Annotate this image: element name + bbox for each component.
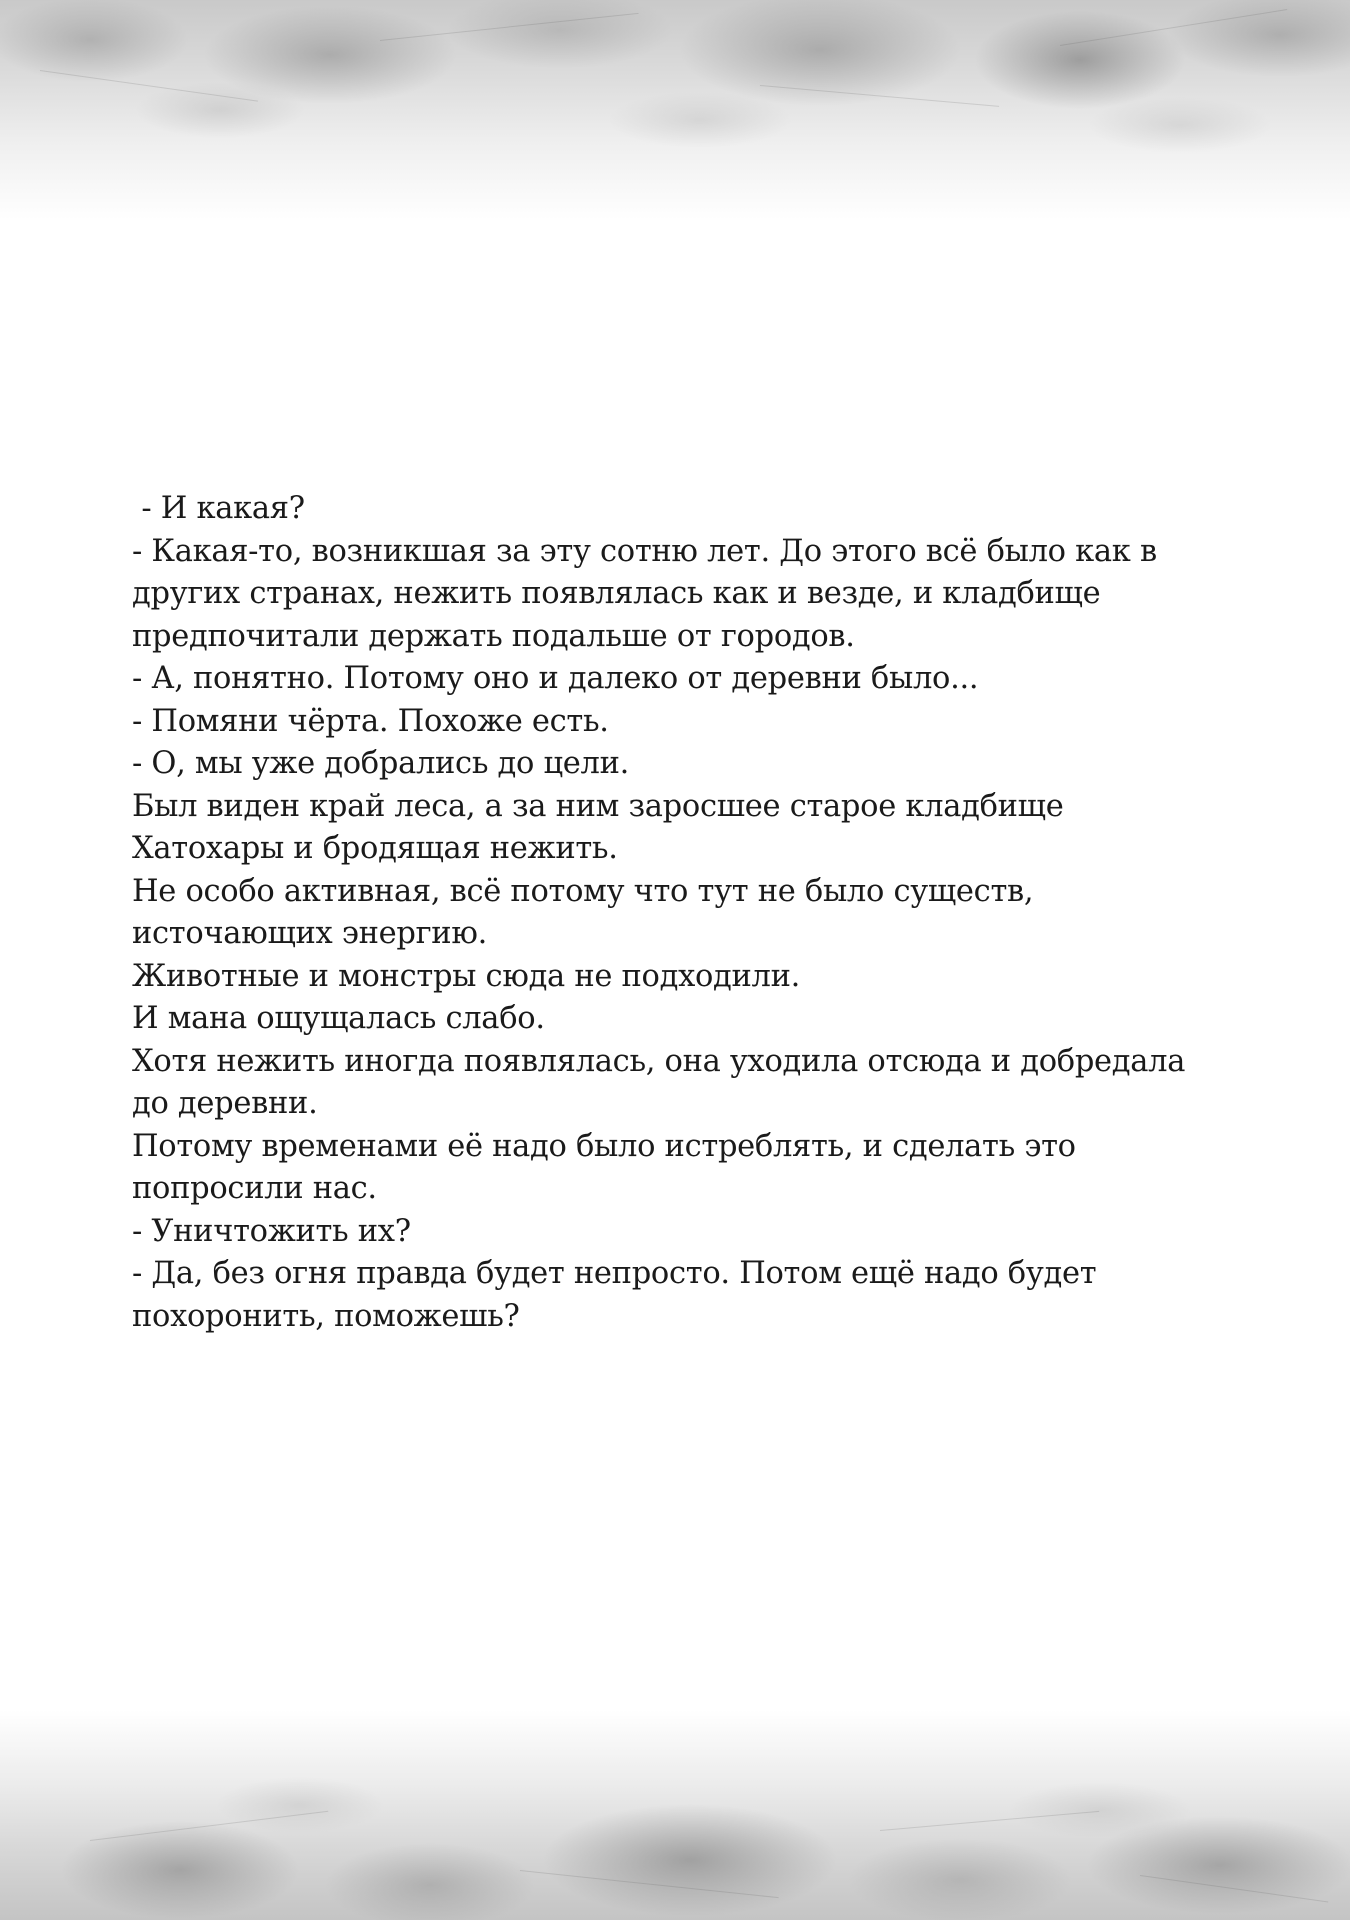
text-line: Не особо активная, всё потому что тут не было существ,: [132, 873, 1034, 909]
text-line: - Какая-то, возникшая за эту сотню лет. До этого всё было как в: [132, 533, 1157, 569]
text-line: Хотя нежить иногда появлялась, она уходила отсюда и добредала: [132, 1043, 1186, 1079]
text-line: - Помяни чёрта. Похоже есть.: [132, 703, 609, 739]
text-line: других странах, нежить появлялась как и везде, и кладбище: [132, 576, 1101, 611]
stone-texture-top: [0, 0, 1350, 220]
text-line: И мана ощущалась слабо.: [132, 1001, 545, 1036]
text-line: до деревни.: [132, 1086, 318, 1121]
text-line: - А, понятно. Потому оно и далеко от деревни было...: [132, 661, 979, 696]
text-line: Животные и монстры сюда не подходили.: [132, 958, 801, 994]
text-line: - О, мы уже добрались до цели.: [132, 746, 630, 781]
text-line: Был виден край леса, а за ним заросшее старое кладбище: [132, 788, 1064, 824]
text-line: Потому временами её надо было истреблять, и сделать это: [132, 1128, 1076, 1164]
text-line: похоронить, поможешь?: [132, 1298, 520, 1334]
stone-texture-bottom: [0, 1710, 1350, 1920]
text-line: попросили нас.: [132, 1171, 377, 1206]
text-line: - Уничтожить их?: [132, 1213, 411, 1249]
text-line: - Да, без огня правда будет непросто. Потом ещё надо будет: [132, 1256, 1097, 1291]
story-text: [132, 488, 1242, 1338]
text-line: предпочитали держать подальше от городов.: [132, 618, 855, 654]
text-line: - И какая?: [132, 491, 305, 526]
text-line: Хатохары и бродящая нежить.: [132, 831, 618, 866]
text-line: источающих энергию.: [132, 916, 487, 951]
